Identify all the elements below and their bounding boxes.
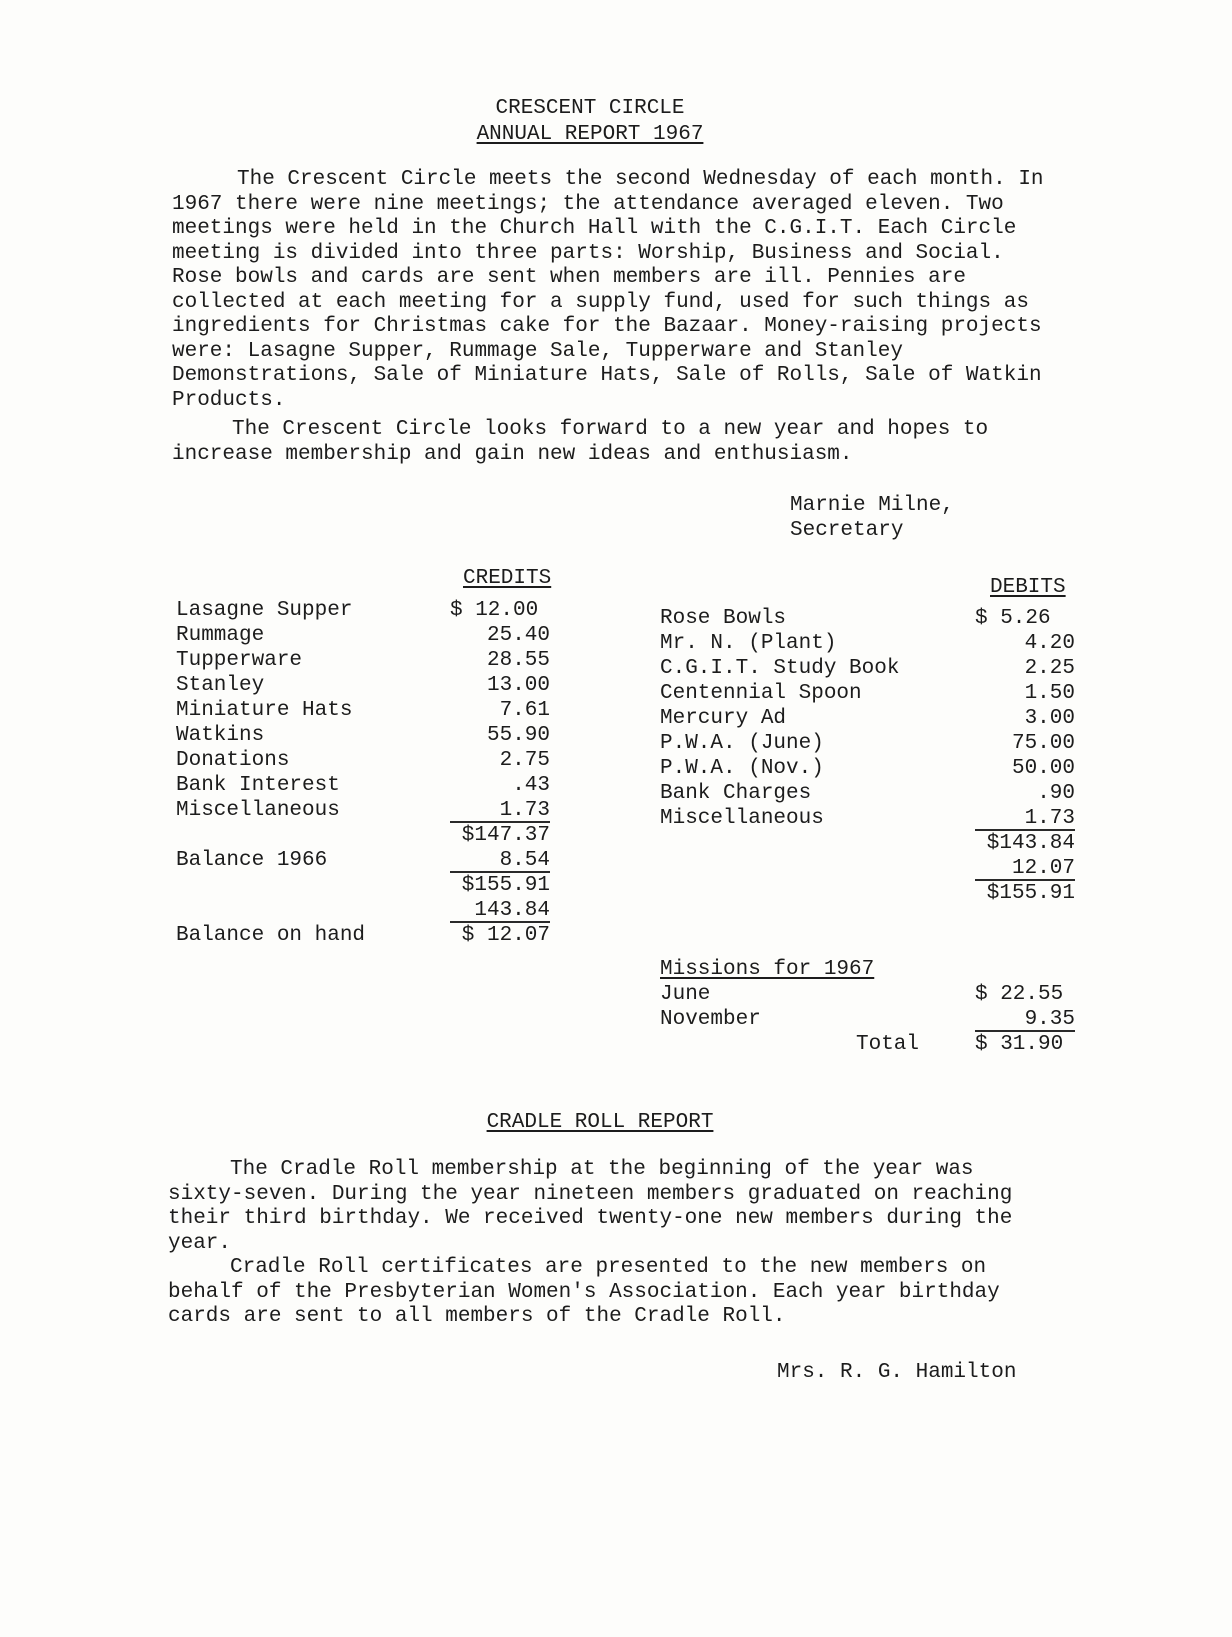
document-subtitle [440,122,740,148]
mission-label: June [660,983,711,1006]
debits-amounts [975,606,1075,906]
credit-label: Miscellaneous [176,799,340,822]
credit-label: Miniature Hats [176,699,353,722]
credit-amount: 7.61 [499,699,550,722]
debit-label: Rose Bowls [660,607,787,630]
intro-paragraph: The Crescent Circle meets the second Wednesday of each month. In 1967 there were nine meetings; the attendance averaged eleven. Two meetings were held in the Church Hall with the C.G.I.T. Each Circle meeting is divided into three parts: Worship, Business and Social. Rose bowls and cards are sent when members are ill. Pennies are collected at each meeting for a supply fund, used for such things as ingredients for Christmas cake for the Bazaar. Money-raising projects were: Lasagne Supper, Rummage Sale, Tupperware and Stanley Demonstrations, Sale of Miniature Hats, Sale of Rolls, Sale of Watkin Products. [172,168,1044,412]
credit-label: Tupperware [176,649,303,672]
credit-label: Stanley [176,674,265,697]
balance-1966-amount: 8.54 [450,848,550,873]
missions-amounts [975,982,1075,1057]
spacer [176,898,446,923]
missions-heading [660,957,874,982]
missions-total-label: Total [856,1033,920,1056]
less-debits-amount: 143.84 [450,898,550,923]
cradle-heading [440,1110,760,1135]
debits-balance: 12.07 [975,856,1075,881]
credit-amount: 25.40 [486,624,550,647]
credit-amount: 1.73 [450,798,550,823]
credits-total: $155.91 [461,874,550,897]
credits-amounts [450,598,550,948]
debit-amount: 50.00 [1011,757,1075,780]
cradle-paragraph-1: The Cradle Roll membership at the beginning of the year was sixty-seven. During the year nineteen members graduated on reaching their third birthday. We received twenty-one new members during the year. [168,1158,1013,1255]
credit-amount: .43 [512,774,550,797]
subtitle-text: ANNUAL REPORT 1967 [476,123,704,146]
cradle-paragraph-2: Cradle Roll certificates are presented to the new members on behalf of the Presbyterian Women's Association. Each year birthday cards are sent to all members of the Cradle Roll. [168,1256,1000,1328]
balance-on-hand-amount: $ 12.07 [461,924,550,947]
credit-amount: 28.55 [486,649,550,672]
mission-label: November [660,1008,761,1031]
debit-amount: 1.73 [975,806,1075,831]
debits-heading [990,575,1066,600]
debits-labels [660,606,960,831]
missions-total-amount: $ 31.90 [975,1033,1064,1056]
debits-subtotal: $143.84 [986,832,1075,855]
credits-heading [463,566,551,591]
balance-1966-label: Balance 1966 [176,849,328,872]
mission-amount: $ 22.55 [975,983,1064,1006]
debit-label: Miscellaneous [660,807,824,830]
debit-label: P.W.A. (Nov.) [660,757,824,780]
mission-amount: 9.35 [975,1007,1075,1032]
credit-label: Bank Interest [176,774,340,797]
credit-label: Rummage [176,624,265,647]
debit-amount: .90 [1037,782,1075,805]
debits-total: $155.91 [986,882,1075,905]
cradle-heading-text: CRADLE ROLL REPORT [486,1111,714,1134]
credits-labels [176,598,446,948]
credit-label: Lasagne Supper [176,599,353,622]
missions-heading-text: Missions for 1967 [660,958,875,981]
debit-label: C.G.I.T. Study Book [660,657,900,680]
debit-amount: $ 5.26 [975,607,1051,630]
credit-amount: $ 12.00 [450,599,539,622]
debit-label: Centennial Spoon [660,682,862,705]
debit-label: Mercury Ad [660,707,787,730]
spacer [176,873,446,898]
debit-amount: 75.00 [1011,732,1075,755]
spacer [176,823,446,848]
debit-amount: 1.50 [1024,682,1075,705]
document-title: CRESCENT CIRCLE [495,97,685,120]
debit-amount: 3.00 [1024,707,1075,730]
debit-label: Bank Charges [660,782,812,805]
credit-amount: 55.90 [486,724,550,747]
credit-amount: 13.00 [486,674,550,697]
secretary-name: Marnie Milne, [790,494,954,517]
missions-labels [660,982,860,1032]
balance-on-hand-label: Balance on hand [176,924,366,947]
closing-paragraph: The Crescent Circle looks forward to a new year and hopes to increase membership and gain new ideas and enthusiasm. [172,418,989,466]
secretary-role: Secretary [790,519,904,542]
debit-label: P.W.A. (June) [660,732,824,755]
debit-label: Mr. N. (Plant) [660,632,837,655]
credit-label: Donations [176,749,290,772]
debit-amount: 4.20 [1024,632,1075,655]
debits-heading-text: DEBITS [990,576,1066,599]
credits-subtotal: $147.37 [461,824,550,847]
debit-amount: 2.25 [1024,657,1075,680]
credit-amount: 2.75 [499,749,550,772]
cradle-signature: Mrs. R. G. Hamilton [777,1361,1017,1384]
credit-label: Watkins [176,724,265,747]
credits-heading-text: CREDITS [463,567,552,590]
